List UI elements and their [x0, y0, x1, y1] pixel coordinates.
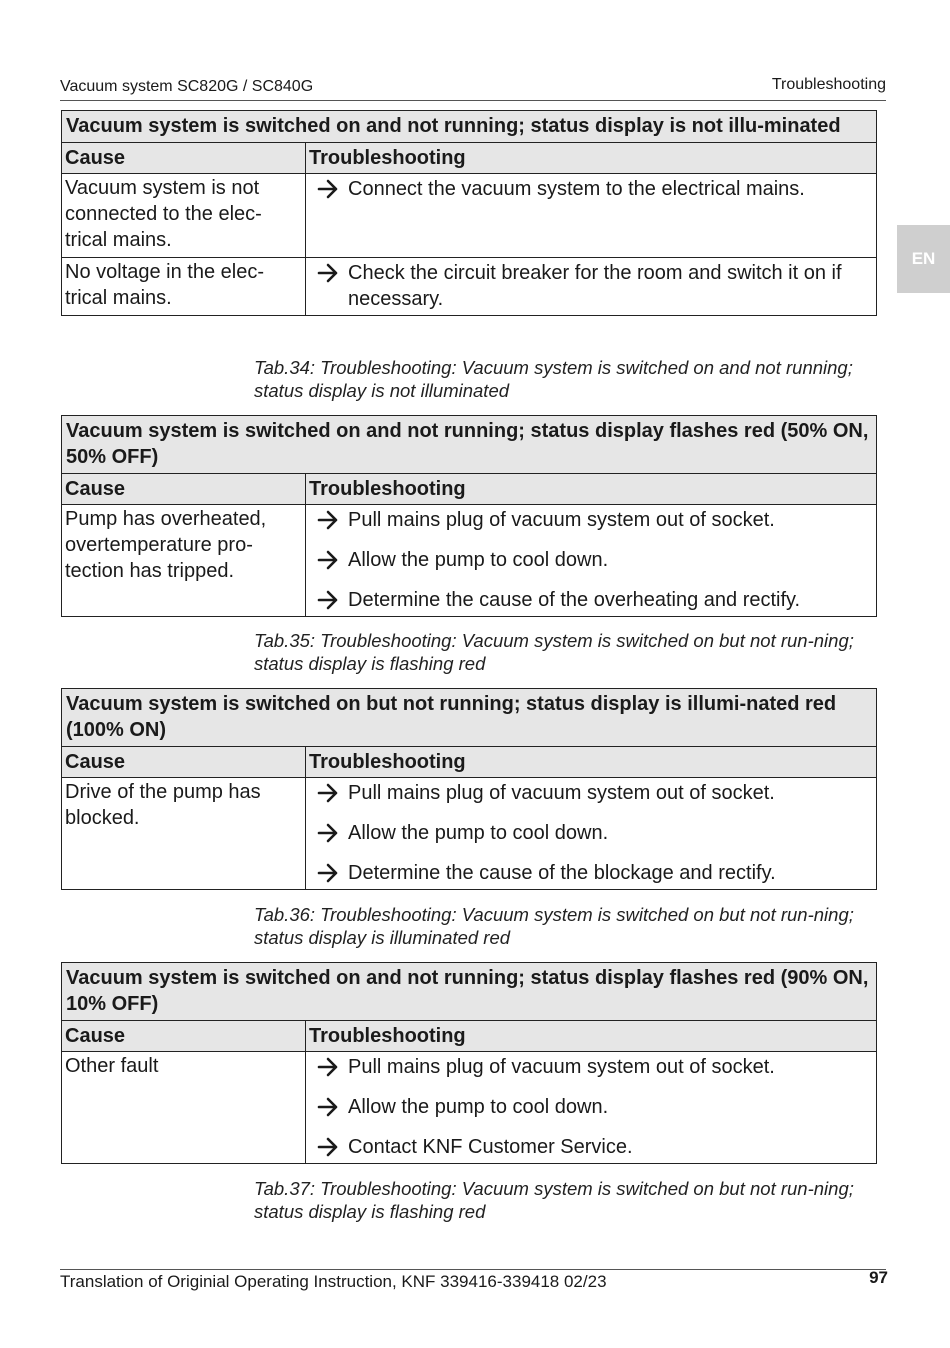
action-step [316, 176, 868, 202]
page-number: 97 [869, 1268, 888, 1287]
action-step-text: Connect the vacuum system to the electrical mains. [348, 178, 805, 200]
table-row [62, 258, 877, 316]
action-step [316, 1094, 868, 1120]
troubleshooting-table-36 [61, 688, 877, 890]
cause-cell: Other fault [62, 1052, 306, 1164]
table-title: Vacuum system is switched on and not running; status display flashes red (90% ON, 10% OFF) [62, 963, 877, 1021]
table-title: Vacuum system is switched on and not running; status display is not illu-minated [62, 111, 877, 143]
action-step [316, 260, 868, 312]
header-product: Vacuum system SC820G / SC840G [60, 78, 314, 95]
column-header-troubleshooting: Troubleshooting [306, 143, 877, 174]
action-step-text: Contact KNF Customer Service. [348, 1136, 633, 1158]
arrow-right-icon [316, 507, 342, 533]
action-step-text: Determine the cause of the blockage and rectify. [348, 862, 776, 884]
action-step [316, 820, 868, 846]
action-step [316, 547, 868, 573]
table-caption: Tab.36: Troubleshooting: Vacuum system is switched on but not run-ning; status display is illuminated red [254, 904, 854, 948]
action-step-text: Pull mains plug of vacuum system out of socket. [348, 509, 775, 531]
action-step-text: Pull mains plug of vacuum system out of socket. [348, 1056, 775, 1078]
table-caption: Tab.35: Troubleshooting: Vacuum system is switched on but not run-ning; status display is flashing red [254, 630, 854, 674]
column-header-cause: Cause [62, 474, 306, 505]
column-header-cause: Cause [62, 143, 306, 174]
troubleshooting-table-37 [61, 962, 877, 1164]
table-title: Vacuum system is switched on but not running; status display is illumi-nated red (100% ON) [62, 689, 877, 747]
troubleshooting-cell [306, 174, 877, 258]
table-caption: Tab.37: Troubleshooting: Vacuum system is switched on but not run-ning; status display is flashing red [254, 1178, 854, 1222]
table-row [62, 1052, 877, 1164]
cause-cell: Pump has overheated, overtemperature pro-tection has tripped. [62, 505, 306, 617]
arrow-right-icon [316, 1134, 342, 1160]
column-header-troubleshooting: Troubleshooting [306, 474, 877, 505]
arrow-right-icon [316, 1054, 342, 1080]
action-step-text: Determine the cause of the overheating and rectify. [348, 589, 801, 611]
header-rule [60, 100, 886, 101]
language-tab: EN [897, 225, 950, 293]
cause-cell: No voltage in the elec-trical mains. [62, 258, 306, 316]
action-step-text: Check the circuit breaker for the room and switch it on if necessary. [348, 262, 842, 310]
column-header-troubleshooting: Troubleshooting [306, 747, 877, 778]
cause-cell: Drive of the pump has blocked. [62, 778, 306, 890]
action-step [316, 860, 868, 886]
action-step [316, 587, 868, 613]
footer-text: Translation of Originial Operating Instruction, KNF 339416-339418 02/23 [60, 1272, 607, 1291]
footer-rule [60, 1269, 886, 1270]
table-row [62, 174, 877, 258]
action-step-text: Pull mains plug of vacuum system out of socket. [348, 782, 775, 804]
table-title: Vacuum system is switched on and not running; status display flashes red (50% ON, 50% OFF) [62, 416, 877, 474]
table-caption: Tab.34: Troubleshooting: Vacuum system is switched on and not running; status display is not illuminated [254, 357, 853, 401]
arrow-right-icon [316, 820, 342, 846]
troubleshooting-table-35 [61, 415, 877, 617]
arrow-right-icon [316, 1094, 342, 1120]
header-section: Troubleshooting [771, 76, 886, 93]
arrow-right-icon [316, 176, 342, 202]
troubleshooting-table-34 [61, 110, 877, 316]
table-row [62, 778, 877, 890]
cause-cell: Vacuum system is not connected to the elec-trical mains. [62, 174, 306, 258]
column-header-troubleshooting: Troubleshooting [306, 1021, 877, 1052]
arrow-right-icon [316, 780, 342, 806]
arrow-right-icon [316, 587, 342, 613]
troubleshooting-cell [306, 1052, 877, 1164]
action-step-text: Allow the pump to cool down. [348, 549, 609, 571]
column-header-cause: Cause [62, 1021, 306, 1052]
action-step-text: Allow the pump to cool down. [348, 1096, 609, 1118]
troubleshooting-cell [306, 505, 877, 617]
troubleshooting-cell [306, 778, 877, 890]
action-step-text: Allow the pump to cool down. [348, 822, 609, 844]
arrow-right-icon [316, 547, 342, 573]
action-step [316, 780, 868, 806]
column-header-cause: Cause [62, 747, 306, 778]
action-step [316, 1134, 868, 1160]
arrow-right-icon [316, 860, 342, 886]
action-step [316, 507, 868, 533]
action-step [316, 1054, 868, 1080]
arrow-right-icon [316, 260, 342, 286]
table-row [62, 505, 877, 617]
troubleshooting-cell [306, 258, 877, 316]
